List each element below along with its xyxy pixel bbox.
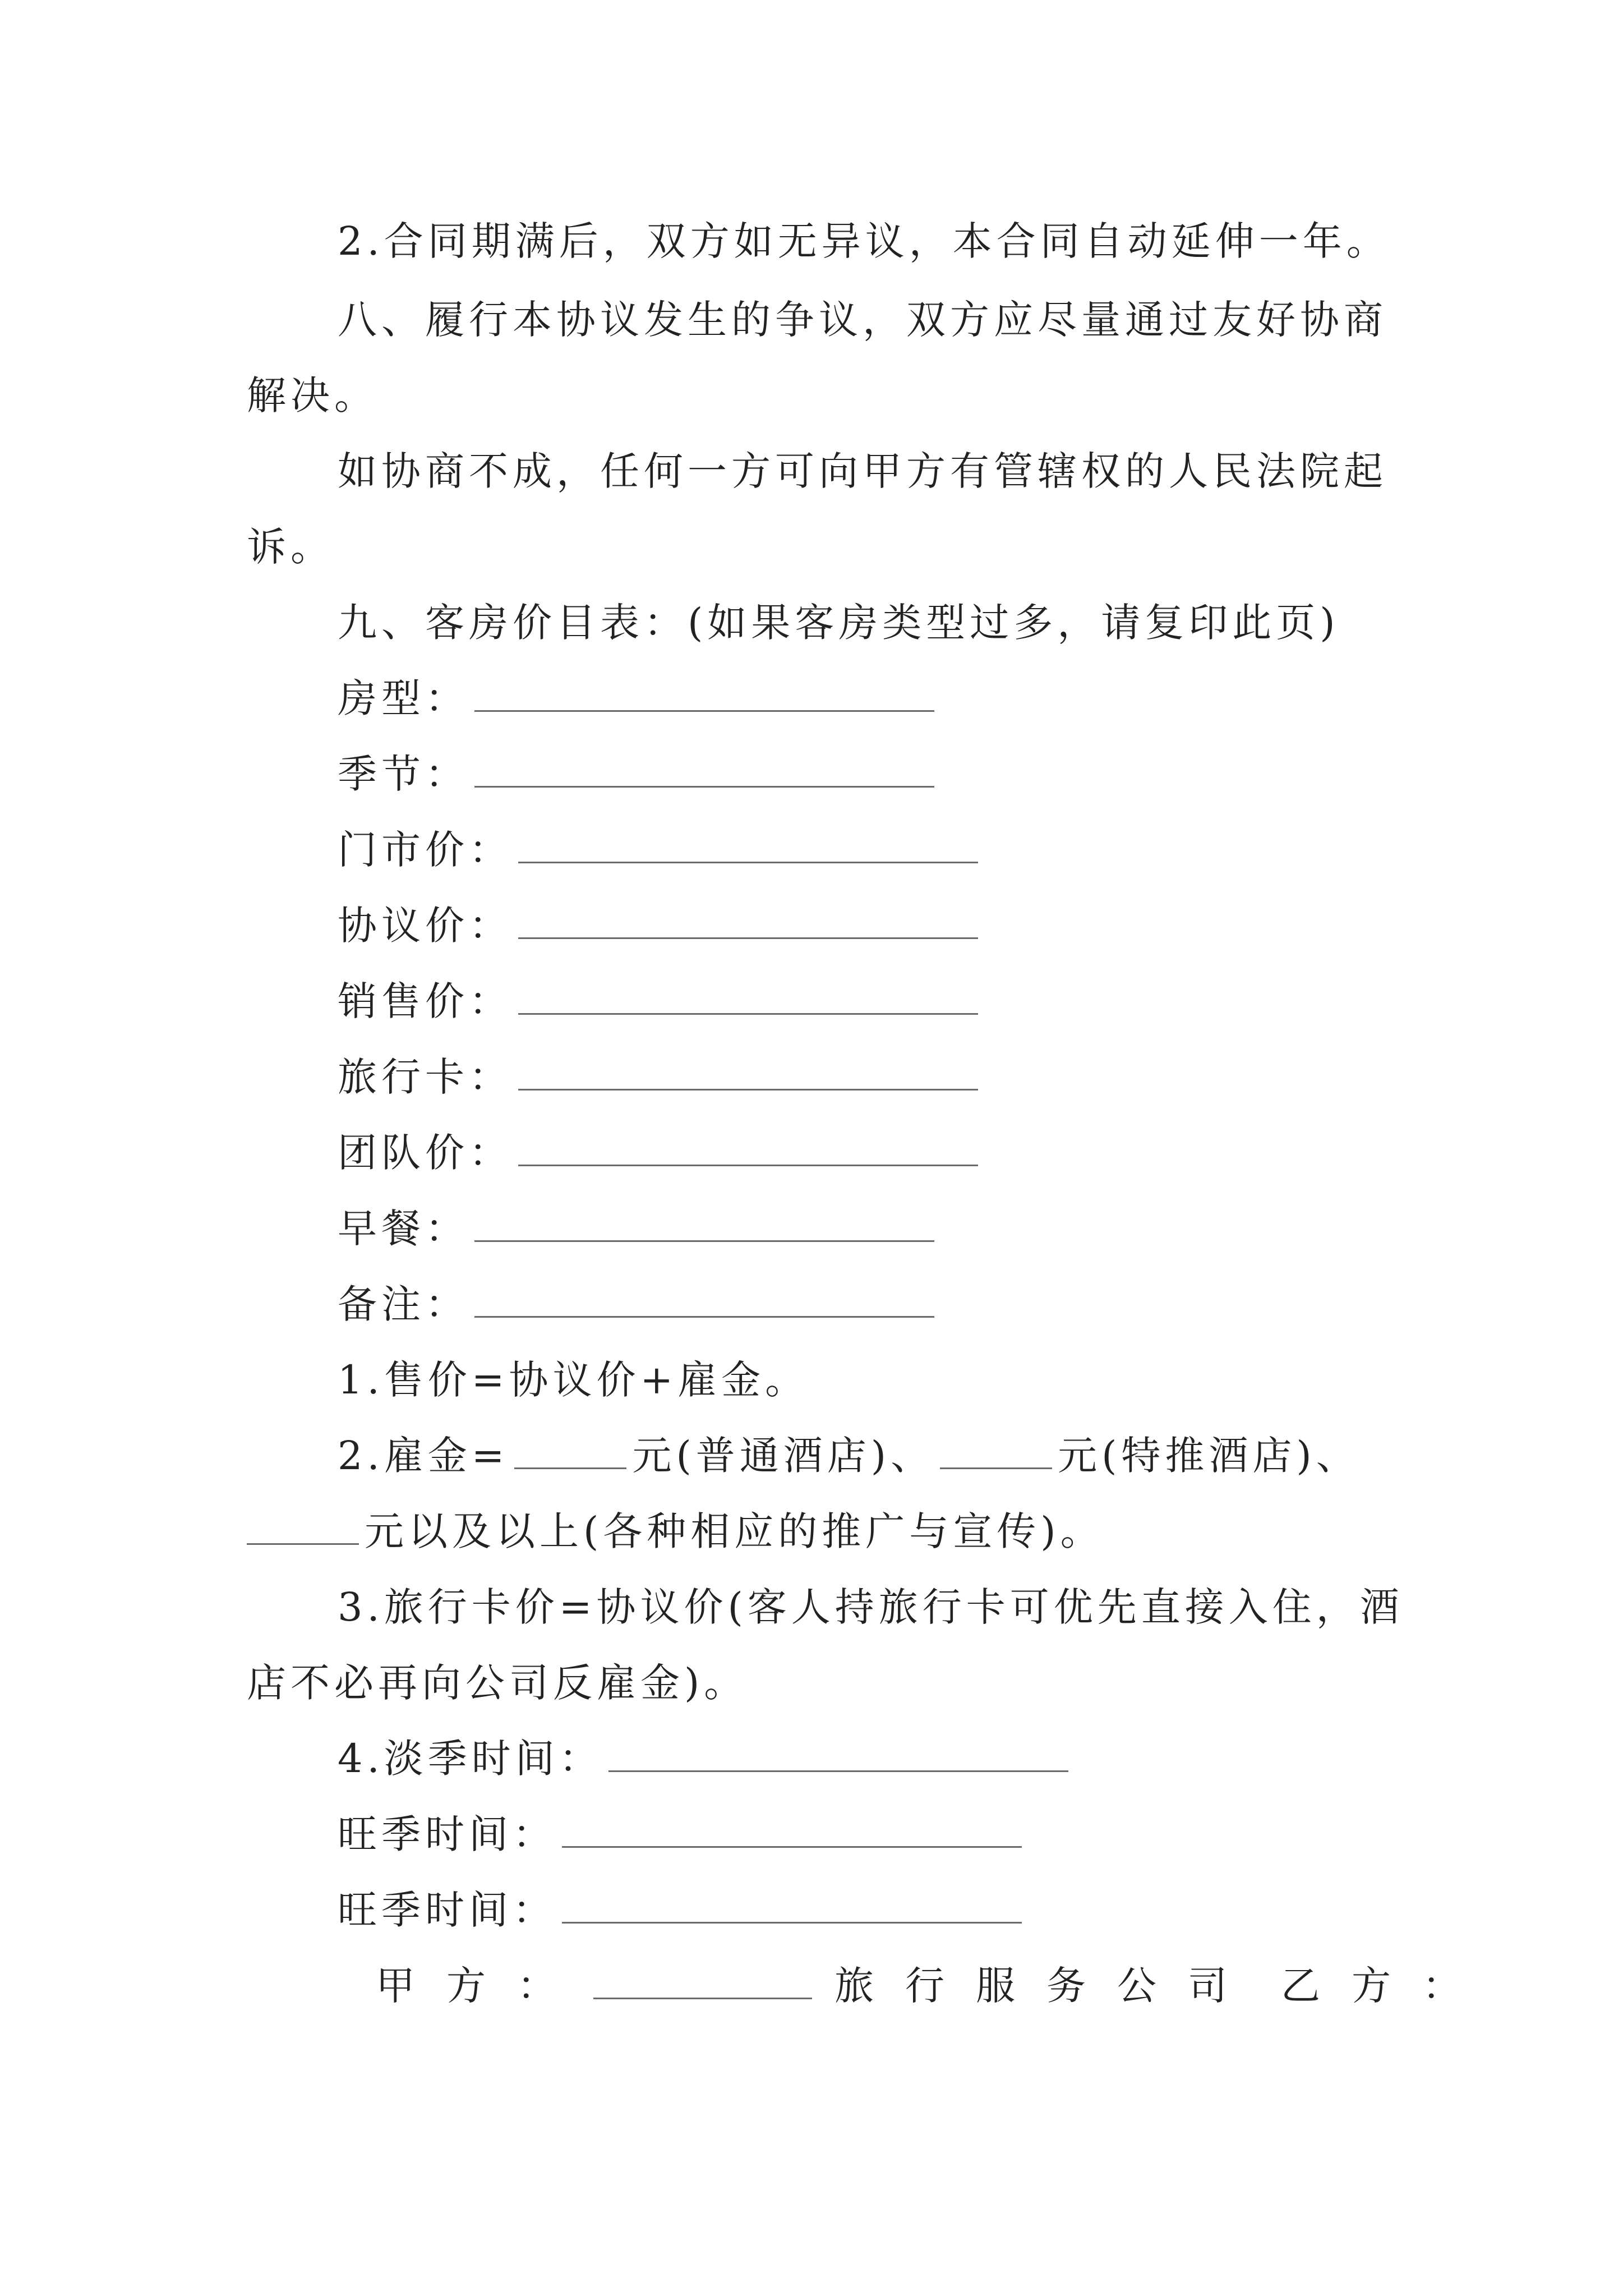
field-remarks [338,1279,940,1329]
note-text: 元(普通酒店)、 [632,1433,935,1479]
field-season [338,749,940,799]
peak-season-field-1 [338,1809,1027,1860]
field-breakfast [338,1203,940,1254]
field-rack-rate [338,825,984,875]
signature-line [376,1961,1493,2011]
note-text: 元以及以上(各种相应的推广与宣传)。 [365,1508,1104,1554]
off-season-blank[interactable] [608,1737,1068,1772]
field-label: 旅行卡： [338,1054,513,1100]
field-travel-card [338,1052,984,1102]
travel-card-blank[interactable] [518,1055,978,1091]
field-label: 季节： [338,751,469,797]
peak-season-blank-2[interactable] [562,1888,1022,1924]
clause-8-line-2: 解决。 [247,372,378,418]
field-label: 团队价： [338,1130,513,1176]
off-season-field [338,1733,1074,1784]
field-group-rate [338,1128,984,1178]
peak-season-field-2 [338,1885,1027,1935]
sale-price-blank[interactable] [518,979,978,1015]
field-label: 旺季时间： [338,1811,556,1857]
group-rate-blank[interactable] [518,1131,978,1166]
party-a-label: 甲方： [376,1963,588,2009]
clause-9-title: 九、客房价目表：(如果客房类型过多，请复印此页) [338,600,1340,646]
commission-promo-blank[interactable] [247,1510,359,1545]
field-sale-price [338,976,984,1027]
field-label: 门市价： [338,827,513,873]
note-3-line-1: 3.旅行卡价=协议价(客人持旅行卡可优先直接入住，酒 [338,1584,1404,1630]
field-room-type [338,673,940,724]
rack-rate-blank[interactable] [518,828,978,863]
party-b-label: 乙方： [1281,1963,1493,2009]
note-text: 2.雇金= [338,1433,509,1479]
season-blank[interactable] [474,752,934,788]
peak-season-blank-1[interactable] [562,1812,1022,1848]
field-label: 早餐： [338,1205,469,1251]
field-agreed-rate [338,900,984,951]
note-1: 1.售价=协议价+雇金。 [338,1357,809,1403]
field-label: 销售价： [338,978,513,1024]
company-name: 旅行服务公司 [834,1963,1258,2009]
commission-normal-blank[interactable] [514,1434,626,1469]
field-label: 房型： [338,675,469,721]
remarks-blank[interactable] [474,1282,934,1318]
clause-8-note-line-1: 如协商不成，任何一方可向甲方有管辖权的人民法院起 [338,448,1387,494]
field-label: 协议价： [338,903,513,949]
clause-8-line-1: 八、履行本协议发生的争议，双方应尽量通过友好协商 [338,297,1387,343]
field-label: 备注： [338,1281,469,1327]
field-label: 4.淡季时间： [338,1736,603,1782]
party-a-blank[interactable] [593,1964,812,1999]
note-2-line-1 [338,1430,1360,1481]
commission-featured-blank[interactable] [940,1434,1052,1469]
note-3-line-2: 店不必再向公司反雇金)。 [247,1660,748,1706]
room-type-blank[interactable] [474,677,934,712]
clause-8-note-line-2: 诉。 [247,524,334,570]
breakfast-blank[interactable] [474,1207,934,1242]
clause-7-item-2: 2.合同期满后，双方如无异议，本合同自动延伸一年。 [338,218,1390,264]
note-text: 元(特推酒店)、 [1058,1433,1360,1479]
agreed-rate-blank[interactable] [518,904,978,939]
note-2-line-2 [247,1506,1104,1557]
field-label: 旺季时间： [338,1887,556,1933]
